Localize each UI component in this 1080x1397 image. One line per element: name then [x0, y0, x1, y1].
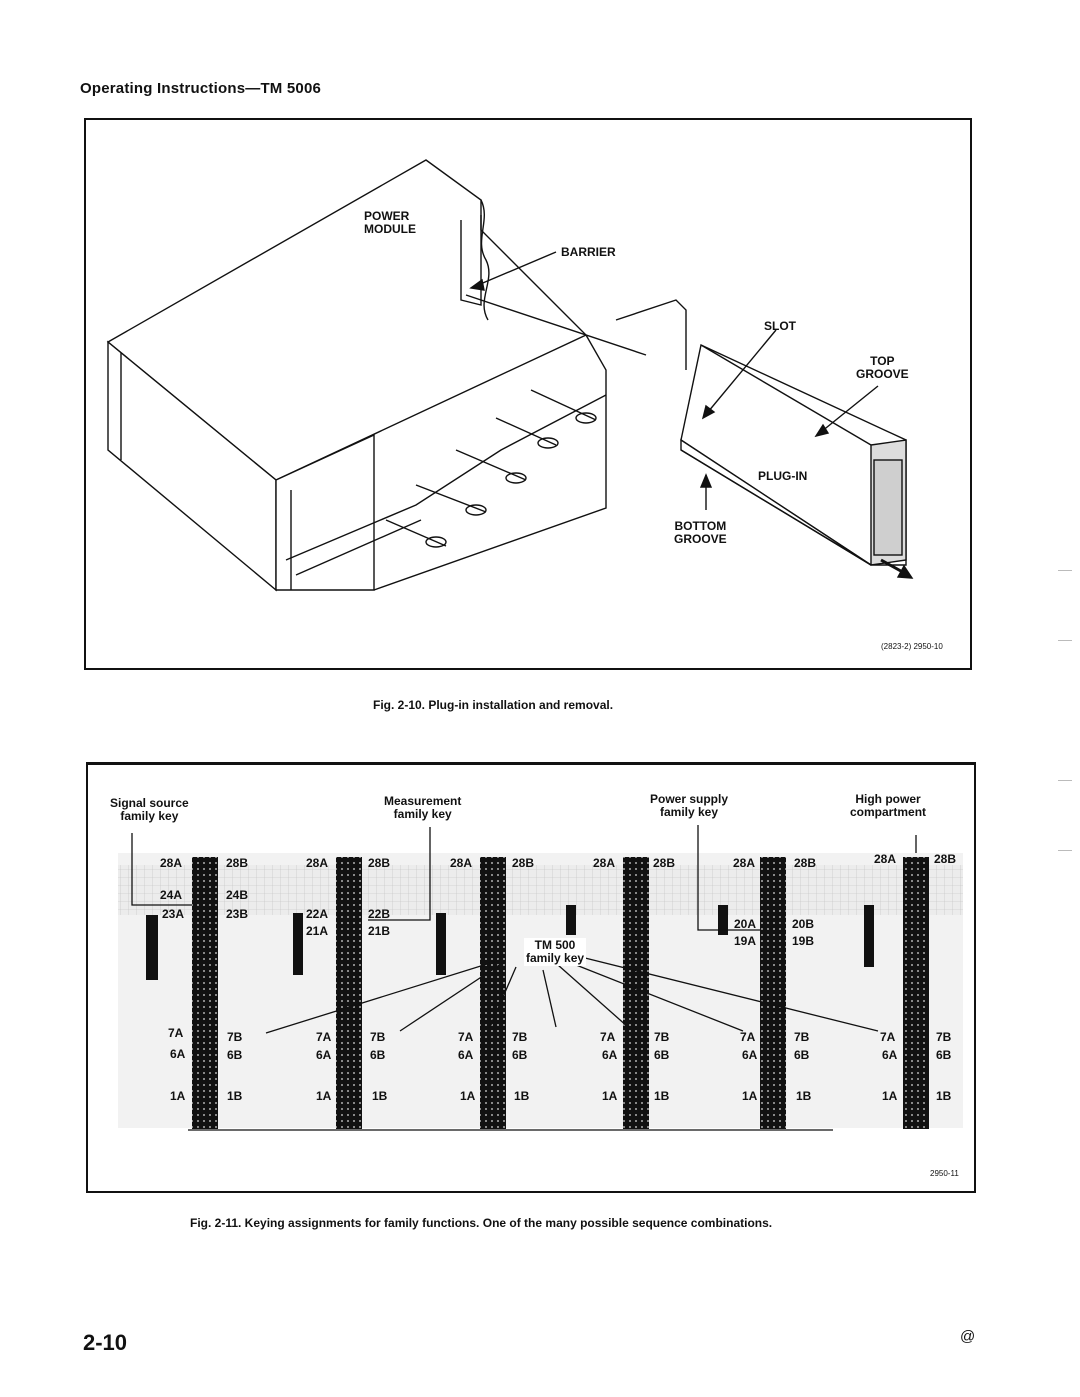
figure-id-code: 2950-11: [930, 1169, 959, 1178]
pin-label-28b: 28B: [368, 856, 391, 870]
pin-label-6b: 6B: [227, 1048, 243, 1062]
pin-label-19a: 19A: [734, 934, 757, 948]
pin-label-6b: 6B: [654, 1048, 670, 1062]
pin-label-6a: 6A: [602, 1048, 618, 1062]
pin-label-6b: 6B: [512, 1048, 528, 1062]
label-measurement-key: Measurement family key: [384, 794, 462, 821]
pin-label-21a: 21A: [306, 924, 329, 938]
pin-label-21b: 21B: [368, 924, 391, 938]
pin-label-1b: 1B: [654, 1089, 670, 1103]
pin-label-28a: 28A: [306, 856, 329, 870]
label-top-groove: TOP GROOVE: [856, 354, 909, 381]
pin-label-7b: 7B: [512, 1030, 528, 1044]
label-plug-in: PLUG-IN: [758, 469, 808, 483]
pin-label-1a: 1A: [170, 1089, 186, 1103]
pin-label-7a: 7A: [740, 1030, 756, 1044]
pin-label-1a: 1A: [882, 1089, 898, 1103]
pin-label-28a: 28A: [593, 856, 616, 870]
label-signal-source-key: Signal source family key: [110, 796, 189, 823]
page-number: 2-10: [83, 1330, 128, 1355]
label-high-power-compartment: High power compartment: [850, 792, 927, 819]
pin-label-1b: 1B: [372, 1089, 388, 1103]
pin-label-28b: 28B: [653, 856, 676, 870]
pin-label-7a: 7A: [880, 1030, 896, 1044]
mainframe-illustration: [86, 120, 970, 668]
pin-label-7a: 7A: [168, 1026, 184, 1040]
pin-label-28b: 28B: [934, 852, 957, 866]
margin-mark: [1058, 780, 1072, 781]
connector-board-photo: [88, 765, 974, 1191]
pin-label-20a: 20A: [734, 917, 757, 931]
pin-label-7b: 7B: [654, 1030, 670, 1044]
pin-label-6a: 6A: [742, 1048, 758, 1062]
pin-label-6a: 6A: [882, 1048, 898, 1062]
label-slot: SLOT: [764, 319, 796, 333]
pin-label-22a: 22A: [306, 907, 329, 921]
pin-label-28b: 28B: [226, 856, 249, 870]
pin-label-7b: 7B: [370, 1030, 386, 1044]
pin-label-7a: 7A: [316, 1030, 332, 1044]
pin-label-1b: 1B: [227, 1089, 243, 1103]
figure-id-code: (2823-2) 2950-10: [881, 642, 943, 651]
pin-label-7b: 7B: [794, 1030, 810, 1044]
pin-label-24a: 24A: [160, 888, 183, 902]
pin-label-28a: 28A: [874, 852, 897, 866]
pin-label-23b: 23B: [226, 907, 249, 921]
pin-label-1a: 1A: [460, 1089, 476, 1103]
page-header: Operating Instructions—TM 5006: [80, 80, 322, 97]
pin-label-23a: 23A: [162, 907, 185, 921]
pin-label-6b: 6B: [936, 1048, 952, 1062]
pin-label-1a: 1A: [316, 1089, 332, 1103]
label-power-module: POWER MODULE: [364, 209, 416, 236]
pin-label-19b: 19B: [792, 934, 815, 948]
pin-label-22b: 22B: [368, 907, 391, 921]
label-tm500-family-key: TM 500 family key: [526, 938, 585, 965]
pin-label-6a: 6A: [316, 1048, 332, 1062]
pin-label-1b: 1B: [936, 1089, 952, 1103]
pin-label-28b: 28B: [512, 856, 535, 870]
figure-caption: Fig. 2-11. Keying assignments for family functions. One of the many possible sequence combinations.: [190, 1216, 773, 1230]
label-barrier: BARRIER: [561, 245, 616, 259]
margin-mark: [1058, 640, 1072, 641]
margin-mark: [1058, 850, 1072, 851]
pin-label-6a: 6A: [170, 1047, 186, 1061]
margin-mark: [1058, 570, 1072, 571]
pin-label-7b: 7B: [227, 1030, 243, 1044]
pin-label-6b: 6B: [794, 1048, 810, 1062]
pin-label-28b: 28B: [794, 856, 817, 870]
figure-plugin-installation: [84, 118, 972, 670]
pin-label-28a: 28A: [450, 856, 473, 870]
pin-label-1b: 1B: [514, 1089, 530, 1103]
pin-label-7b: 7B: [936, 1030, 952, 1044]
pin-label-1a: 1A: [742, 1089, 758, 1103]
label-power-supply-key: Power supply family key: [650, 792, 729, 819]
pin-label-1b: 1B: [796, 1089, 812, 1103]
figure-caption: Fig. 2-10. Plug-in installation and removal.: [373, 698, 614, 712]
pin-label-24b: 24B: [226, 888, 249, 902]
pin-label-28a: 28A: [733, 856, 756, 870]
pin-label-7a: 7A: [600, 1030, 616, 1044]
pin-label-6a: 6A: [458, 1048, 474, 1062]
figure-keying-assignments: [86, 762, 976, 1193]
pin-label-7a: 7A: [458, 1030, 474, 1044]
label-bottom-groove: BOTTOM GROOVE: [674, 519, 727, 546]
pin-label-6b: 6B: [370, 1048, 386, 1062]
pin-label-28a: 28A: [160, 856, 183, 870]
pin-label-20b: 20B: [792, 917, 815, 931]
publisher-logo: @: [960, 1328, 976, 1345]
pin-label-1a: 1A: [602, 1089, 618, 1103]
